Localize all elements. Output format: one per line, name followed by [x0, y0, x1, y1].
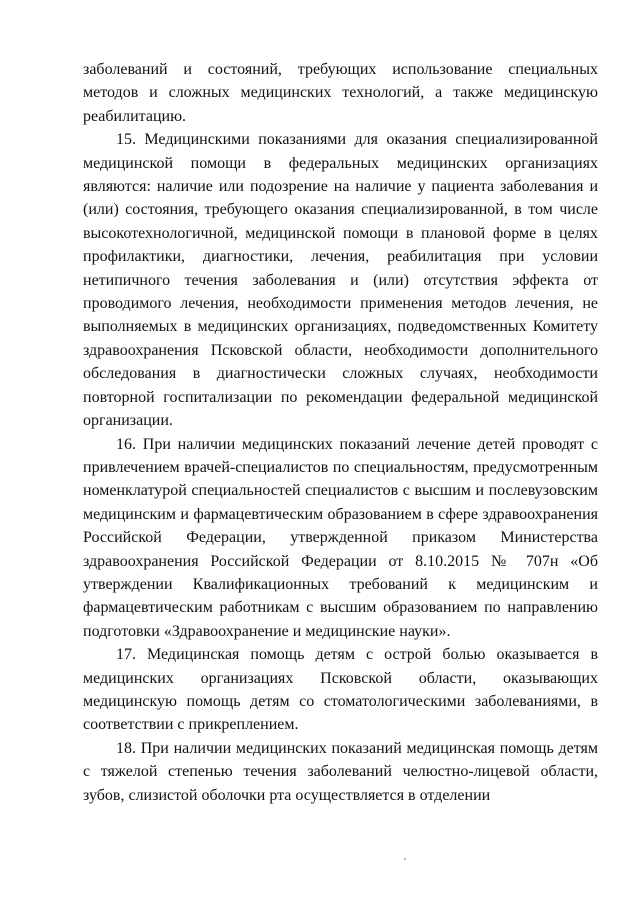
scan-speck — [404, 858, 406, 860]
paragraph-15: 15. Медицинскими показаниями для оказания специализированной медицинской помощи в федеральных медицинских организациях являются: наличие или подозрение на наличие у пациента заболевания и (или) состояния, требующего оказания специализированной, в том числе высокотехнологичной, медицинской помощи в плановой форме в целях профилактики, диагностики, лечения, реабилитация при условии нетипичного течения заболевания и (или) отсутствия эффекта от проводимого лечения, необходимости применения методов лечения, не выполняемых в медицинских организациях, подведомственных Комитету здравоохранения Псковской области, необходимости дополнительного обследования в диагностически сложных случаях, необходимости повторной госпитализации по рекомендации федеральной медицинской организации. — [83, 131, 598, 430]
paragraph-18: 18. При наличии медицинских показаний медицинская помощь детям с тяжелой степенью течения заболеваний челюстно-лицевой области, зубов, слизистой оболочки рта осуществляется в отделении — [83, 739, 598, 804]
paragraph-17: 17. Медицинская помощь детям с острой болью оказывается в медицинских организациях Псковской области, оказывающих медицинскую помощь детям со стоматологическими заболеваниями, в соответствии с прикреплением. — [83, 646, 598, 734]
document-body — [83, 58, 598, 807]
paragraph-16: 16. При наличии медицинских показаний лечение детей проводят с привлечением врачей-специалистов по специальностям, предусмотренным номенклатурой специальностей специалистов с высшим и послевузовским медицинским и фармацевтическим образованием в сфере здравоохранения Российской Федерации, утвержденной приказом Министерства здравоохранения Российской Федерации от 8.10.2015 № 707н «Об утверждении Квалификационных требований к медицинским и фармацевтическим работникам с высшим образованием по направлению подготовки «Здравоохранение и медицинские науки». — [83, 435, 598, 640]
paragraph-14-continuation: заболеваний и состояний, требующих использование специальных методов и сложных медицинских технологий, а также медицинскую реабилитацию. — [83, 61, 598, 125]
